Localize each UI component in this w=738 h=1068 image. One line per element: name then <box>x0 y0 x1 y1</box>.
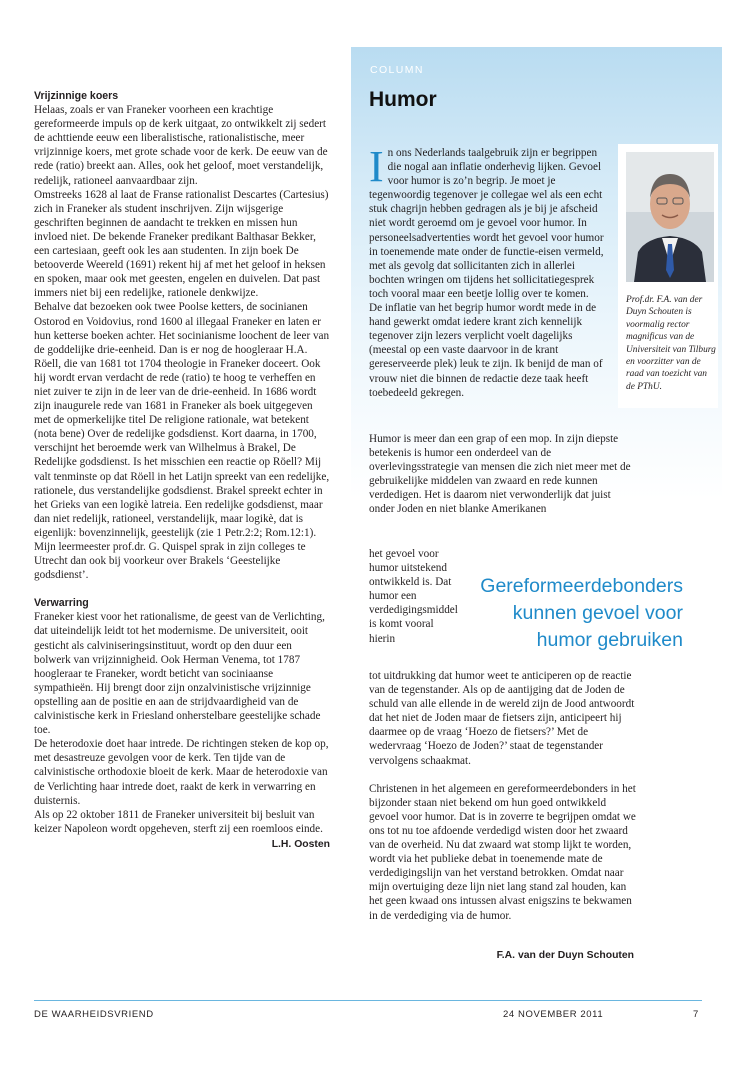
page-number: 7 <box>693 1009 699 1020</box>
left-column <box>34 89 330 852</box>
paragraph: tot uitdrukking dat humor weet te anticiperen op de reactie van de tegenstander. Als op de aantijging dat de Joden de schuld van alle ellende in de wereld zijn de Jood antwoordt dat het niet de Joden maar de fietsers zijn, anticipeert hij daarmee op de vraag ‘Hoezo de fietsers?’ Met de wedervraag ‘Hoezo de Joden?’ staat de tegenstander vervolgens schaakmat. <box>369 670 635 767</box>
column-kicker: COLUMN <box>370 64 424 76</box>
lead-text: n ons Nederlands taalgebruik zijn er begrippen die nogal aan inflatie onderhevig lijken. Gevoel voor humor is zo’n begrip. Je moet je tegenwoordig tegenover je collegae wel als een echt stuk chagrijn hebben gedragen als je bij je afscheid niet wordt geroemd om je gevoel voor humor. In personeelsadvertenties wordt het gevoel voor humor in toenemende mate onder de functie-eisen vermeld, met als gevolg dat sollicitanten zich in allerlei bochten wringen om tijdens het sollicitatiegesprek toch vooral maar een beetje lollig over te komen. <box>369 147 604 300</box>
column-body-3 <box>369 669 637 923</box>
paragraph: Franeker kiest voor het rationalisme, de geest van de Verlichting, dat uiteindelijk leidt tot het modernisme. De universiteit, ooit gesticht als calviniseringsinstituut, wordt op den duur een bolwerk van vrijzinnigheid. Ook Herman Venema, tot 1787 hoogleraar te Franeker, wordt beticht van sociniaanse sympathieën. Hij brengt door zijn onzalvinistische vrijzinnige opstelling aan de positie en aan de strijdvaardigheid van de calvinistische kerk in Friesland onherstelbare geestelijke schade toe. <box>34 611 325 737</box>
photo-caption: Prof.dr. F.A. van der Duyn Schouten is voormalig rector magnificus van de Universiteit van Tilburg en voorzitter van de raad van toezicht van de PThU. <box>626 295 716 392</box>
column-lead <box>369 142 609 400</box>
lead-paragraph <box>369 142 609 301</box>
footer-publication: DE WAARHEIDSVRIEND <box>34 1009 154 1020</box>
paragraph: Omstreeks 1628 al laat de Franse rationalist Descartes (Cartesius) zich in Franeker als student inschrijven. Zijn wijsgerige geschriften beginnen de aandacht te trekken en missen hun invloed niet. De bekende Franeker predikant Balthasar Bekker, een cartesiaan, geeft ook les aan studenten. In zijn boek De betooverde Weereld (1691) rekent hij af met het geloof in heksen en spoken, maar ook met geesten, engelen en duivelen. Dat past immers niet bij een redelijke, rationele denkwijze. <box>34 188 329 300</box>
column-body-narrow: het gevoel voor humor uitstekend ontwikkeld is. Dat humor een verdedigingsmiddel is komt vooral hierin <box>369 548 458 645</box>
paragraph: De heterodoxie doet haar intrede. De richtingen steken de kop op, met desastreuze gevolgen voor de kerk. Ten tijde van de calvinistische orthodoxie bloeit de kerk. Maar de heterodoxie van de Verlichting haar intrede doet, raakt de kerk in verwarring en duisternis. <box>34 738 329 807</box>
author-signature: L.H. Oosten <box>271 838 330 850</box>
paragraph: Humor is meer dan een grap of een mop. In zijn diepste betekenis is humor een onderdeel van de overlevingsstrategie van mensen die zich niet meer met de gebruikelijke middelen van zwaard en rede kunnen verdedigen. Het is daarom niet verwonderlijk dat juist onder Joden en niet blanke Amerikanen <box>369 433 631 516</box>
section-heading: Vrijzinnige koers <box>34 90 119 102</box>
footer-date: 24 NOVEMBER 2011 <box>503 1009 604 1020</box>
drop-cap: I <box>369 142 384 191</box>
author-photo-card <box>618 144 718 408</box>
section-heading: Verwarring <box>34 597 89 610</box>
paragraph: De inflatie van het begrip humor wordt mede in de hand gewerkt omdat iedere krant zich kennelijk tegenover zijn lezers verplicht voelt dagelijks (meestal op een vaste daarvoor in de krant gereserveerde plek) leuk te zijn. Ik benijd de man of vrouw niet die binnen de redactie deze taak heeft toebedeeld gekregen. <box>369 302 603 399</box>
pull-quote: Gereformeerdebonders kunnen gevoel voor humor gebruiken <box>480 575 683 651</box>
paragraph: Als op 22 oktober 1811 de Franeker universiteit bij besluit van keizer Napoleon wordt opgeheven, sterft zij een roemloos einde. <box>34 808 323 835</box>
paragraph: Helaas, zoals er van Franeker voorheen een krachtige gereformeerde impuls op de kerk uitgaat, zo ontwikkelt zij sedert de achttiende eeuw een liberalistische, rationalistische, meer vrijzinnige koers, met grote schade voor de kerk. De eeuw van de rede (ratio) breekt aan. Alles, ook het geloof, moet verstandelijk, redelijk, rationeel aanvaardbaar zijn. <box>34 104 328 187</box>
column-title: Humor <box>369 88 437 111</box>
paragraph: Behalve dat bezoeken ook twee Poolse ketters, de socinianen Ostorod en Voidovius, rond 1600 al illegaal Franeker en laten er hun ketterse boeken achter. Het socinianisme loochent de leer van de goddelijke drie-eenheid. Dan is er nog de hoogleraar H.A. Röell, die van 1681 tot 1704 theologie in Franeker doceert. Ook hij wordt ervan verdacht de rede (ratio) te hoog te verheffen en niet zuiver te zijn in de leer van de drie-eenheid. In 1686 wordt zijn inaugurele rede van 1681 in Franeker als boek uitgegeven met de opmerkelijke titel De religione rationale, wat betekent (nota bene) Over de redelijke godsdienst. Kort daarna, in 1700, verschijnt het beroemde werk van Wilhelmus à Brakel, De Redelijke godsdienst. Is het misschien een reactie op Röell? Mij valt tenminste op dat Röell in het Latijn spreekt van een redelijke, rationele, dus verstandelijke godsdienst. Brakel spreekt echter in het Grieks van een logikè latreia. Een redelijke godsdienst, maar dan niet redelijk, rationeel, verstandelijk, maar logikè, dat is eigenlijk: bovenzinnelijk, geestelijk (zie 1 Petr.2:2; Rom.12:1). Mijn leermeester prof.dr. G. Quispel sprak in zijn colleges te Utrecht dan ook bij voorkeur over Brakels ‘Geestelijke godsdienst’. <box>34 301 330 582</box>
column-signature: F.A. van der Duyn Schouten <box>496 950 634 961</box>
paragraph: Christenen in het algemeen en gereformeerdebonders in het bijzonder staan niet bekend om hun goed ontwikkeld gevoel voor humor. Dat is in zoverre te begrijpen omdat we ons tot nu toe afdoende verdedigd wisten door het zwaard van de overheid. Nu dat zwaard wat stomp lijkt te worden, wordt via het publieke debat in toenemende mate de verdedigingslijn van het verstand betrokken. Omdat naar mijn overtuiging deze lijn niet lang stand zal houden, kan het geen kwaad ons intussen alvast enigszins te bekwamen in de verdediging via de humor. <box>369 782 636 922</box>
author-photo <box>626 152 714 282</box>
footer-rule <box>34 1000 702 1001</box>
column-body-2 <box>369 432 637 517</box>
